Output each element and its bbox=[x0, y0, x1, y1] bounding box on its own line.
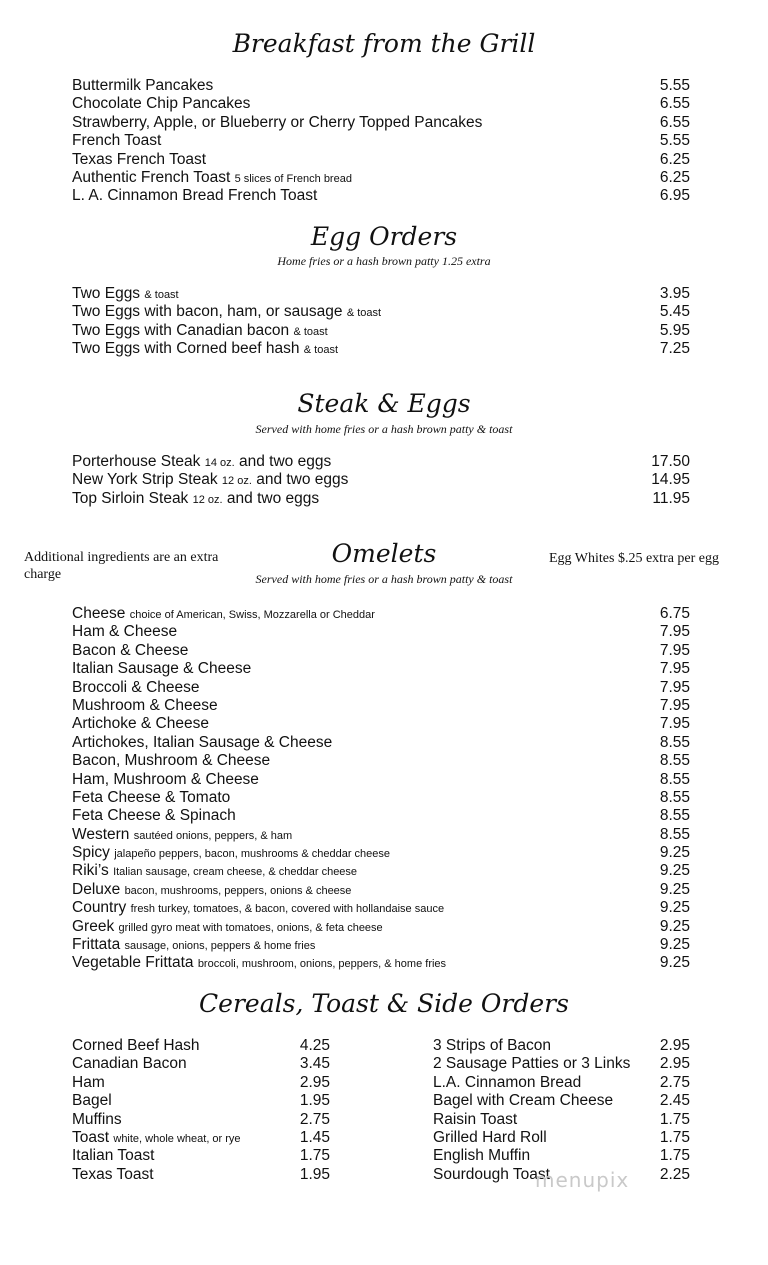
menu-item-price: 8.55 bbox=[659, 825, 690, 843]
menu-item bbox=[72, 1111, 330, 1129]
menu-item-label: Greek bbox=[72, 917, 115, 935]
menu-item-label: Sourdough Toast bbox=[433, 1165, 550, 1183]
menu-item-name bbox=[72, 490, 319, 509]
menu-item-label: Feta Cheese & Tomato bbox=[72, 788, 231, 806]
menu-item-label: Italian Sausage & Cheese bbox=[72, 660, 252, 678]
menu-item-name bbox=[72, 285, 179, 304]
menu-item-label: Authentic French Toast bbox=[72, 168, 231, 186]
menu-item-label: Italian Toast bbox=[72, 1147, 155, 1165]
menu-item-name bbox=[72, 918, 383, 937]
menu-item-name bbox=[72, 734, 332, 752]
menu-item-price: 8.55 bbox=[659, 752, 690, 770]
menu-item-note: 12 oz. bbox=[221, 475, 252, 488]
menu-item-price: 6.55 bbox=[659, 113, 690, 131]
menu-item-note: & toast bbox=[303, 344, 339, 357]
steak-list bbox=[72, 453, 690, 508]
menu-item-name bbox=[72, 660, 251, 678]
menu-item bbox=[72, 642, 690, 660]
menu-item-note: white, whole wheat, or rye bbox=[113, 1132, 241, 1145]
menu-item-name bbox=[72, 605, 375, 624]
section-subtitle-steak: Served with home fries or a hash brown patty & toast bbox=[255, 422, 513, 436]
menu-item-label: Mushroom & Cheese bbox=[72, 696, 218, 714]
menu-item-suffix: and two eggs bbox=[226, 489, 320, 507]
menu-item-name bbox=[72, 1037, 200, 1055]
menu-item-name bbox=[72, 936, 315, 955]
menu-item-name bbox=[72, 1092, 112, 1110]
menu-item-label: Artichoke & Cheese bbox=[72, 715, 209, 733]
section-subtitle-eggs: Home fries or a hash brown patty 1.25 extra bbox=[277, 254, 491, 268]
menu-item-price: 1.75 bbox=[299, 1147, 330, 1165]
menu-item-name bbox=[72, 95, 250, 113]
menu-item-name bbox=[72, 862, 357, 881]
menu-item bbox=[433, 1074, 690, 1092]
menu-item-name bbox=[72, 623, 177, 641]
omelets-left-note: Additional ingredients are an extra charge bbox=[24, 550, 219, 582]
menu-item-price: 1.95 bbox=[299, 1165, 330, 1183]
menu-item-label: Texas French Toast bbox=[72, 150, 207, 168]
menu-item bbox=[72, 151, 690, 169]
menu-item-name bbox=[433, 1074, 581, 1092]
menu-item-price: 8.55 bbox=[659, 788, 690, 806]
menu-item-name bbox=[72, 132, 161, 150]
menu-item-price: 3.45 bbox=[299, 1055, 330, 1073]
menu-item-price: 17.50 bbox=[651, 453, 690, 470]
menu-item-name bbox=[72, 151, 206, 169]
menu-item-note: & toast bbox=[293, 325, 328, 338]
menu-item-label: Broccoli & Cheese bbox=[72, 678, 200, 696]
menu-item-name bbox=[72, 807, 236, 825]
menu-item-price: 5.55 bbox=[659, 132, 690, 150]
menu-item-name bbox=[72, 826, 292, 845]
menu-item-note: fresh turkey, tomatoes, & bacon, covered with hollandaise sauce bbox=[130, 903, 445, 916]
menu-item-name bbox=[72, 1166, 154, 1184]
menu-item-label: Grilled Hard Roll bbox=[433, 1128, 547, 1146]
menu-item-price: 9.25 bbox=[659, 844, 690, 862]
menu-item-price: 1.75 bbox=[659, 1110, 690, 1128]
menu-item bbox=[433, 1055, 690, 1073]
menu-item-note: grilled gyro meat with tomatoes, onions, & feta cheese bbox=[118, 921, 383, 934]
menu-item-label: Chocolate Chip Pancakes bbox=[72, 95, 251, 113]
menu-item bbox=[72, 605, 690, 623]
menu-item-price: 5.55 bbox=[659, 77, 690, 94]
menu-item-note: choice of American, Swiss, Mozzarella or Cheddar bbox=[129, 609, 375, 621]
menu-item-name bbox=[72, 752, 270, 770]
menu-item-label: Raisin Toast bbox=[433, 1110, 518, 1128]
menu-item-note: & toast bbox=[346, 307, 382, 320]
menu-item-label: Country bbox=[72, 899, 127, 917]
menu-item-name bbox=[72, 899, 444, 918]
menu-item bbox=[72, 789, 690, 807]
menu-item-name bbox=[72, 844, 390, 863]
menu-item bbox=[72, 936, 690, 954]
menu-item-label: Bagel bbox=[72, 1092, 112, 1110]
menu-item-price: 2.75 bbox=[299, 1110, 330, 1128]
menu-item-name bbox=[433, 1129, 547, 1147]
menu-item-price: 7.95 bbox=[659, 696, 690, 714]
menu-item-price: 2.45 bbox=[659, 1092, 690, 1110]
menu-item-name bbox=[72, 881, 351, 900]
menu-item-price: 7.95 bbox=[659, 678, 690, 696]
menu-item-label: 2 Sausage Patties or 3 Links bbox=[433, 1055, 631, 1073]
menu-item-label: New York Strip Steak bbox=[72, 471, 218, 489]
menu-item-label: 3 Strips of Bacon bbox=[433, 1037, 552, 1054]
menu-item-suffix: and two eggs bbox=[238, 453, 332, 470]
menu-item-label: Bacon, Mushroom & Cheese bbox=[72, 752, 271, 770]
menu-item bbox=[72, 881, 690, 899]
menu-item bbox=[72, 132, 690, 150]
menu-item-note: 12 oz. bbox=[192, 493, 223, 506]
menu-item-label: Toast bbox=[72, 1128, 110, 1146]
menu-item-label: Texas Toast bbox=[72, 1165, 154, 1183]
menu-item-price: 9.25 bbox=[659, 862, 690, 880]
menu-item-price: 8.55 bbox=[659, 733, 690, 751]
menu-item-price: 6.25 bbox=[659, 150, 690, 168]
menu-item bbox=[72, 752, 690, 770]
menu-item-name bbox=[72, 789, 230, 807]
menu-item bbox=[72, 490, 690, 508]
menu-item bbox=[433, 1037, 690, 1055]
menu-item-label: Ham & Cheese bbox=[72, 623, 178, 641]
menu-item-note: jalapeño peppers, bacon, mushrooms & cheddar cheese bbox=[114, 848, 391, 861]
menu-item bbox=[72, 77, 690, 95]
menu-item bbox=[433, 1147, 690, 1165]
menu-item-label: Two Eggs with Corned beef hash bbox=[72, 340, 300, 358]
menu-item bbox=[72, 169, 690, 187]
menu-item-price: 1.75 bbox=[659, 1128, 690, 1146]
menu-item-label: Western bbox=[72, 825, 130, 843]
menu-item-label: Muffins bbox=[72, 1110, 122, 1128]
menu-item-name bbox=[72, 77, 213, 95]
menu-item-name bbox=[72, 771, 259, 789]
menu-item-label: Frittata bbox=[72, 936, 121, 954]
menu-item-name bbox=[72, 1074, 105, 1092]
menu-item-price: 8.55 bbox=[659, 770, 690, 788]
section-subtitle-omelets: Served with home fries or a hash brown patty & toast bbox=[255, 572, 513, 586]
menu-item-label: Riki’s bbox=[72, 862, 109, 880]
menu-item-label: Two Eggs bbox=[72, 285, 141, 302]
menu-item bbox=[72, 453, 690, 471]
menu-item-note: sausage, onions, peppers & home fries bbox=[124, 940, 316, 953]
menu-item-price: 6.95 bbox=[659, 187, 690, 205]
menu-item bbox=[433, 1111, 690, 1129]
menu-item bbox=[72, 954, 690, 972]
menu-item-name bbox=[433, 1147, 530, 1165]
menu-item-price: 14.95 bbox=[651, 471, 690, 489]
menu-item-label: Artichokes, Italian Sausage & Cheese bbox=[72, 733, 333, 751]
menu-item-name bbox=[72, 187, 317, 205]
menu-item-price: 9.25 bbox=[659, 899, 690, 917]
menu-item-label: Two Eggs with bacon, ham, or sausage bbox=[72, 303, 343, 321]
menu-item-name bbox=[72, 697, 218, 715]
menu-item-name bbox=[72, 1129, 241, 1148]
menu-item-name bbox=[433, 1166, 550, 1184]
menu-item-price: 4.25 bbox=[299, 1037, 330, 1054]
menu-item-price: 8.55 bbox=[659, 807, 690, 825]
menu-item bbox=[72, 1055, 330, 1073]
menu-item bbox=[72, 623, 690, 641]
menu-item bbox=[72, 303, 690, 321]
omelets-right-note: Egg Whites $.25 extra per egg bbox=[549, 551, 720, 566]
menu-item bbox=[72, 807, 690, 825]
menu-item-note: 5 slices of French bread bbox=[234, 172, 352, 185]
menu-item bbox=[72, 734, 690, 752]
menu-item-price: 11.95 bbox=[652, 489, 690, 507]
menu-item bbox=[72, 715, 690, 733]
menu-item bbox=[72, 1166, 330, 1184]
menu-item bbox=[72, 322, 690, 340]
menu-item-price: 5.95 bbox=[659, 321, 690, 339]
menu-item bbox=[72, 679, 690, 697]
menu-item bbox=[72, 114, 690, 132]
section-title-omelets: Omelets bbox=[331, 539, 437, 568]
menu-item-suffix: and two eggs bbox=[256, 471, 349, 489]
menu-item-price: 2.95 bbox=[659, 1037, 690, 1054]
menu-item-name bbox=[433, 1037, 551, 1055]
menu-item-note: 14 oz. bbox=[204, 457, 235, 469]
sides-left-list bbox=[72, 1037, 330, 1184]
menu-item-name bbox=[72, 322, 328, 341]
section-title-breakfast: Breakfast from the Grill bbox=[232, 29, 536, 58]
menu-item-label: L. A. Cinnamon Bread French Toast bbox=[72, 187, 318, 205]
menu-item-name bbox=[72, 642, 188, 660]
menu-item bbox=[72, 1092, 330, 1110]
menu-item-price: 1.95 bbox=[299, 1092, 330, 1110]
menu-item-name bbox=[72, 954, 446, 973]
menu-item-name bbox=[433, 1111, 517, 1129]
menu-item-label: Cheese bbox=[72, 605, 126, 622]
menu-item-price: 6.25 bbox=[659, 168, 690, 186]
menu-item-name bbox=[72, 303, 381, 322]
menu-item-label: Bagel with Cream Cheese bbox=[433, 1092, 614, 1110]
menu-item-label: French Toast bbox=[72, 132, 162, 150]
menu-item-price: 9.25 bbox=[659, 917, 690, 935]
menu-item bbox=[72, 771, 690, 789]
menu-item-price: 1.45 bbox=[299, 1128, 330, 1146]
menu-item-label: Vegetable Frittata bbox=[72, 954, 194, 972]
menu-item-name bbox=[72, 1147, 154, 1165]
menu-item-label: Bacon & Cheese bbox=[72, 641, 189, 659]
menu-item bbox=[72, 918, 690, 936]
menu-item-label: Strawberry, Apple, or Blueberry or Cherry Topped Pancakes bbox=[72, 113, 483, 131]
section-title-eggs: Egg Orders bbox=[310, 222, 458, 251]
menu-item bbox=[72, 826, 690, 844]
menu-item-name bbox=[72, 453, 331, 472]
menu-item bbox=[72, 697, 690, 715]
menu-item-label: English Muffin bbox=[433, 1147, 531, 1165]
menu-item-name bbox=[72, 1055, 187, 1073]
menu-item-name bbox=[72, 114, 482, 132]
menu-item bbox=[72, 862, 690, 880]
menu-item-label: Corned Beef Hash bbox=[72, 1037, 200, 1054]
menu-item-name bbox=[72, 679, 200, 697]
menu-item-name bbox=[72, 471, 348, 490]
menu-item-label: Spicy bbox=[72, 844, 110, 862]
menu-item-name bbox=[72, 340, 338, 359]
menu-item-label: L.A. Cinnamon Bread bbox=[433, 1073, 582, 1091]
menu-item-name bbox=[433, 1055, 630, 1073]
menu-item-name bbox=[72, 1111, 122, 1129]
section-title-sides: Cereals, Toast & Side Orders bbox=[199, 989, 569, 1018]
menu-item-price: 9.25 bbox=[659, 954, 690, 972]
menu-item-price: 7.95 bbox=[659, 641, 690, 659]
sides-right-list bbox=[433, 1037, 690, 1184]
menu-item-label: Ham, Mushroom & Cheese bbox=[72, 770, 259, 788]
menu-item-price: 5.45 bbox=[659, 303, 690, 321]
menu-item bbox=[72, 1147, 330, 1165]
menu-item-note: bacon, mushrooms, peppers, onions & cheese bbox=[124, 884, 352, 897]
menu-item-note: sautéed onions, peppers, & ham bbox=[133, 829, 293, 842]
eggs-list bbox=[72, 285, 690, 359]
menu-item bbox=[433, 1092, 690, 1110]
menu-item bbox=[72, 1129, 330, 1147]
menu-item bbox=[72, 471, 690, 489]
menu-item bbox=[72, 187, 690, 205]
menu-item bbox=[72, 1037, 330, 1055]
menu-item-price: 2.75 bbox=[659, 1073, 690, 1091]
menu-item-name bbox=[433, 1092, 613, 1110]
menu-item-label: Porterhouse Steak bbox=[72, 453, 201, 470]
menu-item-label: Top Sirloin Steak bbox=[72, 489, 189, 507]
menu-item-label: Deluxe bbox=[72, 880, 121, 898]
menu-item bbox=[72, 340, 690, 358]
menu-item-price: 7.25 bbox=[659, 340, 690, 358]
menu-item-price: 2.25 bbox=[659, 1165, 690, 1183]
menu-item-price: 7.95 bbox=[659, 623, 690, 641]
menu-item-price: 9.25 bbox=[659, 936, 690, 954]
menu-item bbox=[72, 899, 690, 917]
menu-item bbox=[72, 95, 690, 113]
menu-item bbox=[72, 1074, 330, 1092]
menu-item-price: 9.25 bbox=[659, 880, 690, 898]
menu-item bbox=[433, 1129, 690, 1147]
menu-item-label: Feta Cheese & Spinach bbox=[72, 807, 236, 825]
menu-item-price: 1.75 bbox=[659, 1147, 690, 1165]
menu-item-price: 7.95 bbox=[659, 715, 690, 733]
menu-item-label: Canadian Bacon bbox=[72, 1055, 187, 1073]
menu-item-label: Ham bbox=[72, 1073, 105, 1091]
menu-item bbox=[72, 844, 690, 862]
menu-item-name bbox=[72, 715, 209, 733]
menu-item-price: 2.95 bbox=[659, 1055, 690, 1073]
menu-item-price: 3.95 bbox=[659, 285, 690, 302]
menu-item-label: Two Eggs with Canadian bacon bbox=[72, 321, 290, 339]
menu-item bbox=[72, 660, 690, 678]
menu-item-note: Italian sausage, cream cheese, & cheddar cheese bbox=[113, 866, 358, 879]
menu-item-price: 6.75 bbox=[659, 605, 690, 622]
breakfast-list bbox=[72, 77, 690, 206]
menu-item-note: & toast bbox=[144, 289, 179, 301]
menu-item-name bbox=[72, 169, 352, 188]
omelets-list bbox=[72, 605, 690, 973]
menu-item-price: 2.95 bbox=[299, 1073, 330, 1091]
section-title-steak: Steak & Eggs bbox=[297, 389, 471, 418]
menu-item-label: Buttermilk Pancakes bbox=[72, 77, 214, 94]
watermark-logo: menupix bbox=[535, 1168, 630, 1192]
menu-item bbox=[72, 285, 690, 303]
menu-item-note: broccoli, mushroom, onions, peppers, & home fries bbox=[197, 958, 447, 971]
menu-item-price: 6.55 bbox=[659, 95, 690, 113]
menu-item-price: 7.95 bbox=[659, 660, 690, 678]
